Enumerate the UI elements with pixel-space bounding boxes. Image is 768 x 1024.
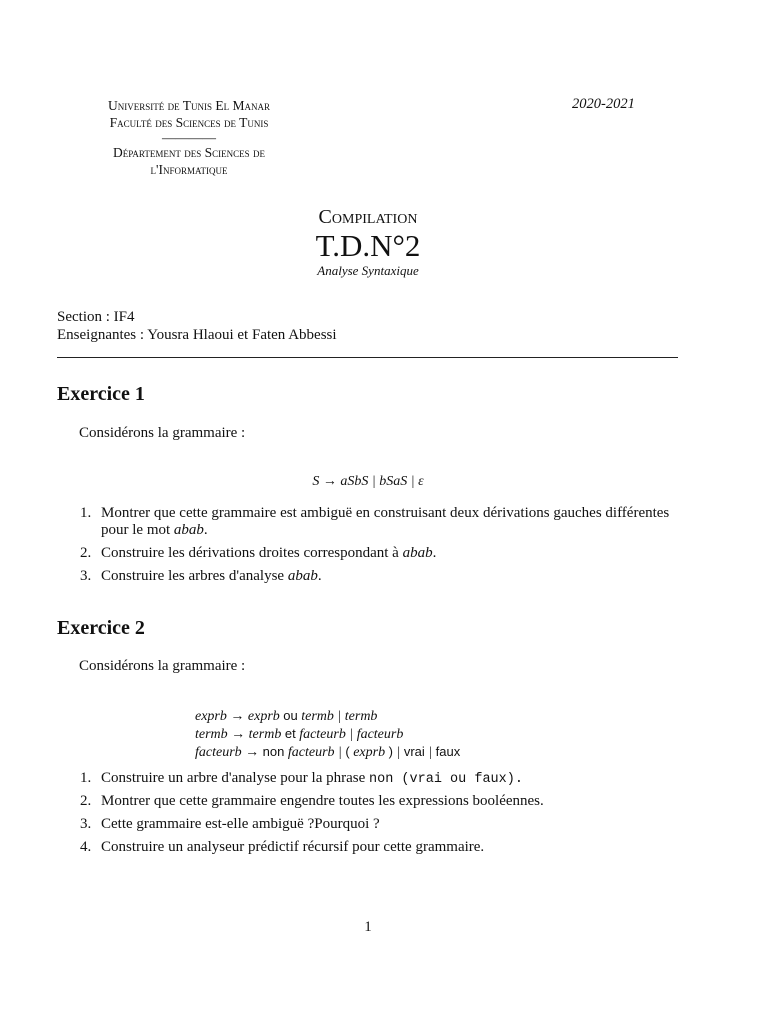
rule-symbol: exprb	[247, 709, 280, 724]
left-paren: (	[345, 744, 350, 759]
question-text: Construire un analyseur prédictif récursif pour cette grammaire.	[101, 839, 485, 855]
grammar-rule-3	[195, 743, 460, 761]
code-phrase: non (vrai ou faux).	[369, 772, 523, 787]
question-number: 2.	[80, 793, 92, 809]
department-line1: Département des Sciences de	[112, 145, 265, 160]
question-text	[101, 568, 691, 585]
grammar-rule-1	[195, 707, 460, 725]
rule-separator: |	[396, 745, 401, 760]
question-text-end: .	[203, 522, 208, 538]
rule-lhs: facteurb →	[195, 745, 260, 760]
department-line2: l'Informatique	[150, 162, 228, 177]
right-paren: )	[388, 744, 393, 759]
teachers-info: Enseignantes : Yousra Hlaoui et Faten Abbessi	[57, 327, 337, 343]
academic-year: 2020-2021	[572, 96, 635, 112]
subtitle: Analyse Syntaxique	[317, 263, 419, 278]
rule-lhs: termb →	[195, 727, 246, 742]
rule-symbol: termb	[248, 727, 282, 742]
question-text-part: Construire les arbres d'analyse	[101, 568, 288, 584]
page-number: 1	[364, 919, 372, 935]
keyword-vrai: vrai	[403, 744, 425, 759]
rule-symbol: exprb	[353, 745, 386, 760]
exercise1-heading: Exercice 1	[57, 383, 145, 405]
rule-symbol: facteurb | facteurb	[299, 727, 404, 742]
grammar-rule-2	[195, 725, 460, 743]
question-text	[101, 770, 691, 788]
question-text-part: Construire les dérivations droites correspondant à	[101, 545, 403, 561]
university-header	[58, 97, 320, 178]
math-word: abab	[402, 545, 433, 561]
question-text	[101, 545, 691, 562]
faculty-name: Faculté des Sciences de Tunis	[109, 115, 269, 130]
section-info: Section : IF4	[57, 309, 135, 325]
question-text-end: .	[432, 545, 437, 561]
question-number: 3.	[80, 816, 92, 832]
question-number: 1.	[80, 770, 92, 786]
exercise2-heading: Exercice 2	[57, 617, 145, 639]
question-text: Montrer que cette grammaire engendre toutes les expressions booléennes.	[101, 793, 544, 809]
header-separator: ————	[162, 130, 216, 145]
question-number: 4.	[80, 839, 92, 855]
university-name: Université de Tunis El Manar	[108, 98, 270, 113]
header-rule	[57, 357, 678, 358]
rule-lhs: exprb →	[195, 709, 245, 724]
exercise1-grammar: S → aSbS | bSaS | ε	[312, 474, 424, 489]
rule-symbol: facteurb |	[287, 745, 342, 760]
question-text-end: .	[317, 568, 322, 584]
td-number: T.D.N°2	[315, 228, 421, 263]
question-text: Cette grammaire est-elle ambiguë ?Pourquoi ?	[101, 816, 380, 832]
keyword-non: non	[262, 744, 285, 759]
exercise1-intro: Considérons la grammaire :	[79, 425, 246, 441]
question-text-part: Construire un arbre d'analyse pour la phrase	[101, 770, 370, 786]
question-text-part: Montrer que cette grammaire est ambiguë en construisant deux dérivations gauches différentes pour le mot	[101, 505, 670, 538]
course-title: Compilation	[318, 206, 418, 228]
math-word: abab	[173, 522, 204, 538]
keyword-ou: ou	[283, 708, 298, 723]
exercise2-intro: Considérons la grammaire :	[79, 658, 246, 674]
question-text	[101, 505, 691, 539]
question-number: 3.	[80, 568, 92, 584]
exercise2-grammar	[195, 707, 460, 761]
keyword-faux: faux	[435, 744, 461, 759]
rule-separator: |	[428, 745, 433, 760]
question-number: 1.	[80, 505, 92, 521]
question-number: 2.	[80, 545, 92, 561]
keyword-et: et	[284, 726, 296, 741]
math-word: abab	[287, 568, 318, 584]
rule-symbol: termb | termb	[301, 709, 378, 724]
